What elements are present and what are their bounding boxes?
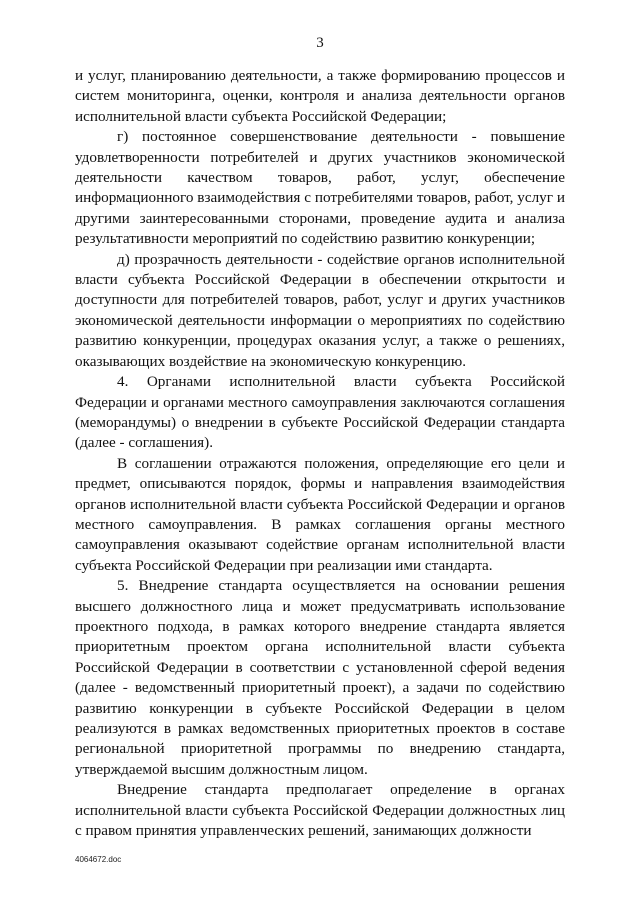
paragraph-clause-5: 5. Внедрение стандарта осуществляется на основании решения высшего должностного лица и может предусматривать использование проектного подхода, в рамках которого внедрение стандарта является приоритетным проектом органа исполнительной власти субъекта Российской Федерации в соответствии с установленной сферой ведения (далее - ведомственный приоритетный проект), а задачи по содействию развитию конкуренции в субъекте Российской Федерации в целом реализуются в рамках ведомственных приоритетных проектов в составе региональной приоритетной программы по внедрению стандарта, утверждаемой высшим должностным лицом. bbox=[75, 577, 565, 778]
paragraph-clause-4: 4. Органами исполнительной власти субъекта Российской Федерации и органами местного самоуправления заключаются соглашения (меморандумы) о внедрении в субъекте Российской Федерации стандарта (далее - соглашения). bbox=[75, 373, 565, 452]
paragraph-item-g: г) постоянное совершенствование деятельности - повышение удовлетворенности потребителей и других участников экономической деятельности качеством товаров, работ, услуг, обеспечение информационного взаимодействия с потребителями товаров, работ, услуг и другими заинтересованными сторонами, проведение аудита и анализа результативности мероприятий по содействию развитию конкуренции; bbox=[75, 128, 565, 248]
paragraph-continuation: и услуг, планированию деятельности, а также формированию процессов и систем мониторинга, оценки, контроля и анализа деятельности органов исполнительной власти субъекта Российской Федерации; bbox=[75, 67, 565, 125]
paragraph-item-d: д) прозрачность деятельности - содействие органов исполнительной власти субъекта Российской Федерации в обеспечении открытости и доступности для потребителей товаров, работ, услуг и других участников экономической деятельности информации о мероприятиях по содействию развитию конкуренции, процедурах оказания услуг, а также о решениях, оказывающих воздействие на экономическую конкуренцию. bbox=[75, 250, 565, 370]
page-number: 3 bbox=[316, 35, 324, 51]
paragraph-agreement-content: В соглашении отражаются положения, определяющие его цели и предмет, описываются порядок, формы и направления взаимодействия органов исполнительной власти субъекта Российской Федерации и органов местного самоуправления. В рамках соглашения органы местного самоуправления оказывают содействие органам исполнительной власти субъекта Российской Федерации при реализации ими стандарта. bbox=[75, 454, 565, 574]
document-body bbox=[75, 66, 565, 841]
footer-filename: 4064672.doc bbox=[75, 855, 122, 864]
paragraph-implementation: Внедрение стандарта предполагает определение в органах исполнительной власти субъекта Российской Федерации должностных лиц с правом принятия управленческих решений, занимающих должности bbox=[75, 781, 565, 840]
